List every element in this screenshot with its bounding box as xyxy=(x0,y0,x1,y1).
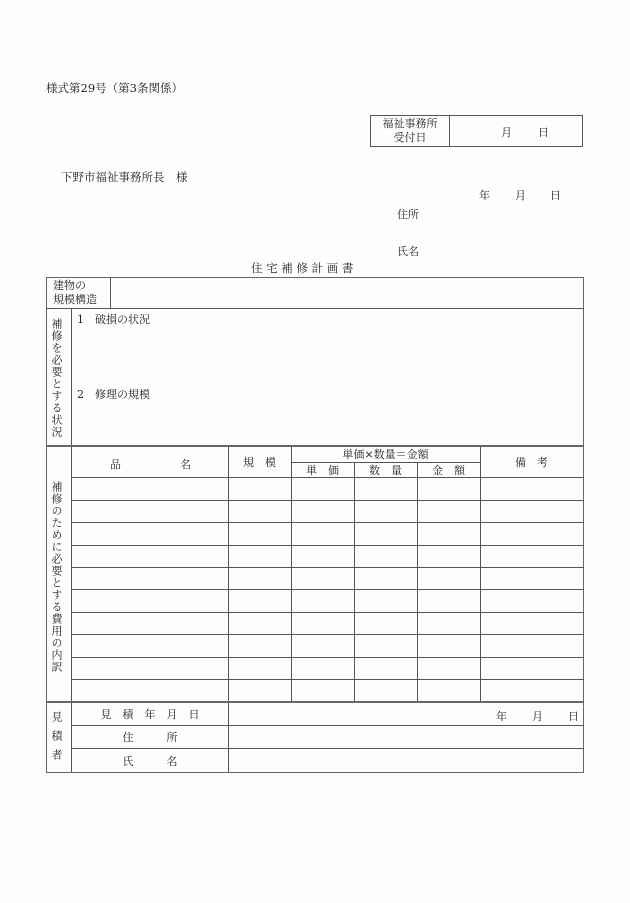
amount-cell[interactable] xyxy=(418,478,480,500)
quantity-cell[interactable] xyxy=(355,546,417,567)
building-label xyxy=(53,279,97,307)
reception-month: 月 xyxy=(501,126,512,139)
item-name-cell[interactable] xyxy=(72,523,228,545)
unit-price-cell[interactable] xyxy=(292,680,354,701)
estimate-month-label: 月 xyxy=(532,710,543,723)
scale-cell[interactable] xyxy=(229,501,291,522)
reception-day: 日 xyxy=(538,126,549,139)
estimator-address-field[interactable] xyxy=(229,726,583,748)
item-name-cell[interactable] xyxy=(72,613,228,634)
header-quantity: 数 量 xyxy=(369,463,402,477)
amount-cell[interactable] xyxy=(418,546,480,567)
remarks-cell[interactable] xyxy=(481,523,583,545)
repair-scale-field[interactable] xyxy=(72,400,582,444)
scale-cell[interactable] xyxy=(229,546,291,567)
applicant-address-label: 住所 xyxy=(397,208,419,221)
unit-price-cell[interactable] xyxy=(292,635,354,657)
scale-cell[interactable] xyxy=(229,635,291,657)
building-structure-field[interactable] xyxy=(111,278,582,307)
quantity-cell[interactable] xyxy=(355,568,417,589)
item-name-cell[interactable] xyxy=(72,501,228,522)
unit-price-cell[interactable] xyxy=(292,501,354,522)
reception-date-field[interactable] xyxy=(450,116,582,146)
quantity-cell[interactable] xyxy=(355,590,417,612)
amount-cell[interactable] xyxy=(418,568,480,589)
estimate-date-field[interactable] xyxy=(229,703,583,725)
amount-cell[interactable] xyxy=(418,523,480,545)
applicant-name-label: 氏名 xyxy=(397,245,419,258)
unit-price-cell[interactable] xyxy=(292,478,354,500)
remarks-cell[interactable] xyxy=(481,635,583,657)
building-label-line2: 規模構造 xyxy=(53,293,97,306)
repair-need-side-label: 補修を必要とする状況 xyxy=(50,318,63,438)
remarks-cell[interactable] xyxy=(481,478,583,500)
quantity-cell[interactable] xyxy=(355,523,417,545)
estimator-name-field[interactable] xyxy=(229,749,583,772)
addressee: 下野市福祉事務所長 様 xyxy=(61,170,188,184)
cost-breakdown-side-label: 補修のために必要とする費用の内訳 xyxy=(50,481,63,673)
item-name-cell[interactable] xyxy=(72,635,228,657)
remarks-cell[interactable] xyxy=(481,680,583,701)
unit-price-cell[interactable] xyxy=(292,590,354,612)
date-day-label: 日 xyxy=(550,189,561,202)
date-month-label: 月 xyxy=(515,189,526,202)
damage-status-field[interactable] xyxy=(72,325,582,380)
estimator-address-label: 住 所 xyxy=(122,731,178,744)
quantity-cell[interactable] xyxy=(355,658,417,679)
damage-status-label: 1 破損の状況 xyxy=(77,313,150,326)
header-remarks: 備 考 xyxy=(515,456,548,469)
scale-cell[interactable] xyxy=(229,658,291,679)
scale-cell[interactable] xyxy=(229,478,291,500)
header-unit-price: 単 価 xyxy=(306,463,339,477)
header-amount: 金 額 xyxy=(432,463,465,477)
estimator-name-label: 氏 名 xyxy=(122,754,178,768)
item-name-cell[interactable] xyxy=(72,658,228,679)
amount-cell[interactable] xyxy=(418,635,480,657)
unit-price-cell[interactable] xyxy=(292,613,354,634)
divider xyxy=(46,308,584,309)
reception-label-line1: 福祉事務所 xyxy=(382,117,438,130)
remarks-cell[interactable] xyxy=(481,613,583,634)
remarks-cell[interactable] xyxy=(481,658,583,679)
quantity-cell[interactable] xyxy=(355,613,417,634)
repair-scale-label: 2 修理の規模 xyxy=(77,388,150,401)
header-item-name-2: 名 xyxy=(180,458,191,471)
header-formula: 単価×数量＝金額 xyxy=(342,448,429,461)
amount-cell[interactable] xyxy=(418,501,480,522)
amount-cell[interactable] xyxy=(418,658,480,679)
unit-price-cell[interactable] xyxy=(292,658,354,679)
scale-cell[interactable] xyxy=(229,523,291,545)
quantity-cell[interactable] xyxy=(355,478,417,500)
unit-price-cell[interactable] xyxy=(292,546,354,567)
quantity-cell[interactable] xyxy=(355,635,417,657)
form-number: 様式第29号（第3条関係） xyxy=(46,81,183,95)
scale-cell[interactable] xyxy=(229,568,291,589)
amount-cell[interactable] xyxy=(418,590,480,612)
item-name-cell[interactable] xyxy=(72,478,228,500)
scale-cell[interactable] xyxy=(229,590,291,612)
header-item-name-1: 品 xyxy=(110,458,121,471)
item-name-cell[interactable] xyxy=(72,680,228,701)
estimator-side-label: 見積者 xyxy=(50,711,63,768)
estimate-day-label: 日 xyxy=(568,710,579,723)
reception-label xyxy=(371,117,449,145)
estimate-date-label: 見 積 年 月 日 xyxy=(100,708,200,721)
estimate-year-label: 年 xyxy=(496,710,507,723)
reception-date-box xyxy=(370,115,583,147)
unit-price-cell[interactable] xyxy=(292,523,354,545)
amount-cell[interactable] xyxy=(418,680,480,701)
remarks-cell[interactable] xyxy=(481,546,583,567)
building-label-line1: 建物の xyxy=(53,279,86,292)
amount-cell[interactable] xyxy=(418,613,480,634)
unit-price-cell[interactable] xyxy=(292,568,354,589)
header-scale: 規 模 xyxy=(243,456,276,469)
scale-cell[interactable] xyxy=(229,613,291,634)
remarks-cell[interactable] xyxy=(481,501,583,522)
item-name-cell[interactable] xyxy=(72,590,228,612)
reception-label-line2: 受付日 xyxy=(393,131,427,144)
item-name-cell[interactable] xyxy=(72,568,228,589)
item-name-cell[interactable] xyxy=(72,546,228,567)
date-year-label: 年 xyxy=(479,189,490,202)
remarks-cell[interactable] xyxy=(481,590,583,612)
document-title: 住 宅 補 修 計 画 書 xyxy=(251,261,354,275)
quantity-cell[interactable] xyxy=(355,501,417,522)
quantity-cell[interactable] xyxy=(355,680,417,701)
remarks-cell[interactable] xyxy=(481,568,583,589)
scale-cell[interactable] xyxy=(229,680,291,701)
